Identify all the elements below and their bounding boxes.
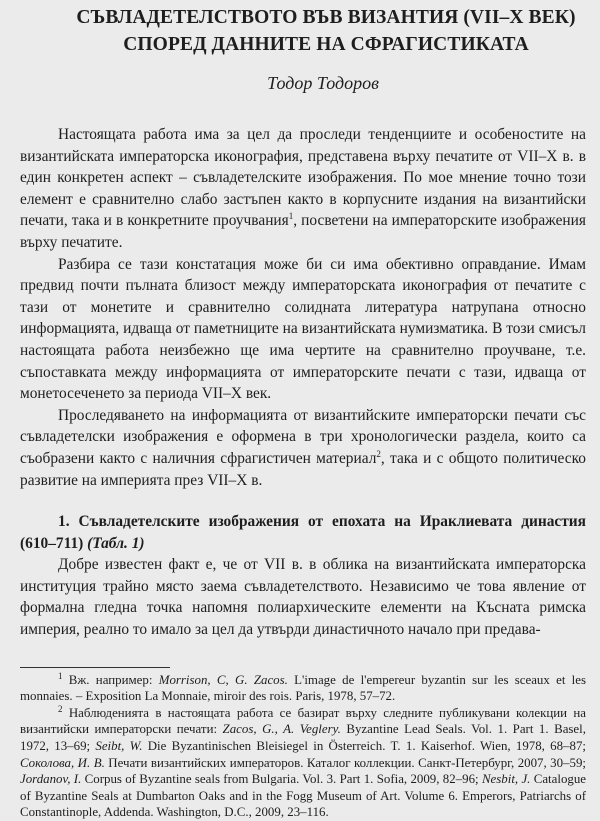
footnote-divider — [20, 667, 170, 668]
footnote-ref-1[interactable]: 1 — [288, 211, 294, 222]
paragraph-3 — [20, 405, 586, 491]
footnote-1 — [20, 672, 586, 705]
footnote-2-title-1: Byzantine Lead Seals. Vol. 1. Part 1. Basel, 1972, 13–69; — [20, 722, 586, 754]
footnote-2-number: 2 — [58, 703, 63, 714]
title-line-1: СЪВЛАДЕТЕЛСТВОТО ВЪВ ВИЗАНТИЯ (VII–X ВЕК) — [76, 7, 576, 28]
footnote-2-author-1: Zacos, G., A. Veglery. — [222, 722, 341, 737]
section-1-heading — [20, 511, 586, 554]
footnotes — [20, 672, 586, 821]
footnote-2-title-5: Catalogue of Byzantine Seals at Dumbarton Oaks and in the Fogg Museum of Art. Volume 6. Emperors, Patriarchs of Constantinople, Addenda. Washington, D.C., 2009, 23–116. — [20, 772, 586, 820]
footnote-2 — [20, 705, 586, 821]
author-name: Тодор Тодоров — [267, 73, 379, 93]
article-body — [20, 124, 586, 641]
paragraph-1-text-a: Настоящата работа има за цел да проследи тенденциите и особеностите на византийската императорска иконография, представена върху печатите от VII–X в. в един конкретен аспект – съвладетелските изображения. По мое мнение точно този елемент е сравнително слабо застъпен както в корпусните издания на византийски печати, така и в конкретните проучвания — [20, 126, 586, 230]
paragraph-3-text-b: , така и с общото политическо развитие на империята през VII–X в. — [20, 449, 586, 489]
paragraph-2: Разбира се тази констатация може би си има обективно оправдание. Имам предвид почти пълната близост между императорската иконография от печатите с тази от монетите и сравнително солидната литература натрупана относно информацията, идваща от паметниците на византийската нумизматика. В този смисъл настоящата работа неизбежно ще има чертите на сравнително проучване, т.е. съпоставката между информацията от императорските печати с тази, идваща от монетосеченето за периода VII–X век. — [20, 255, 586, 403]
footnote-2-author-3: Соколова, И. В. — [20, 755, 105, 770]
footnote-ref-2[interactable]: 2 — [376, 448, 381, 459]
footnote-2-author-5: Nesbit, J. — [481, 772, 531, 787]
footnote-2-title-3: Печати византийских императоров. Каталог коллекции. Санкт-Петербург, 2007, 30–59; — [104, 755, 586, 770]
paragraph-3-text-a: Проследяването на информацията от византийските императорски печати със съвладетелски изображения е оформена в три хронологически раздела, които са съобразени както с наличния сфрагистичен материал — [20, 406, 586, 467]
footnote-1-number: 1 — [58, 670, 63, 681]
footnote-2-author-2: Seibt, W. — [95, 739, 143, 754]
footnote-1-rest: L'image de l'empereur byzantin sur les sceaux et les monnaies. – Exposition La Monnaie, miroir des rois. Paris, 1978, 57–72. — [20, 672, 587, 704]
footnote-2-title-2: Die Byzantinischen Bleisiegel in Österreich. T. 1. Kaiserhof. Wien, 1978, 68–87; — [142, 739, 586, 754]
paragraph-1-text-b: , посветени на императорските изображения върху печатите. — [20, 212, 586, 251]
footnote-2-title-4: Corpus of Byzantine seals from Bulgaria. Vol. 3. Part 1. Sofia, 2009, 82–96; — [81, 772, 482, 787]
footnote-1-authors: Morrison, C, G. Zacos. — [158, 672, 288, 687]
footnote-2-prefix: Наблюденията в настоящата работа се базират върху следните публикувани колекции на византийски императорски печати: — [20, 705, 586, 737]
footnote-1-prefix: Вж. например: — [68, 672, 159, 687]
title-line-2: СПОРЕД ДАННИТЕ НА СФРАГИСТИКАТА — [123, 34, 529, 55]
footnote-2-author-4: Jordanov, I. — [20, 772, 82, 787]
article-title — [66, 4, 586, 58]
section-1-heading-text: 1. Съвладетелските изображения от епохата на Ираклиевата династия (610–711) — [20, 513, 586, 552]
table-reference: (Табл. 1) — [87, 534, 145, 552]
section-1-paragraph: Добре известен факт е, че от VII в. в облика на византийската императорска институция трайно място заема съвладетелството. Независимо че това явление от формална гледна точка напомня полиархическите елементи на Късната римска империя, реално то имало за цел да утвърди династичното начало при предава- — [20, 556, 586, 639]
paragraph-1 — [20, 124, 586, 254]
